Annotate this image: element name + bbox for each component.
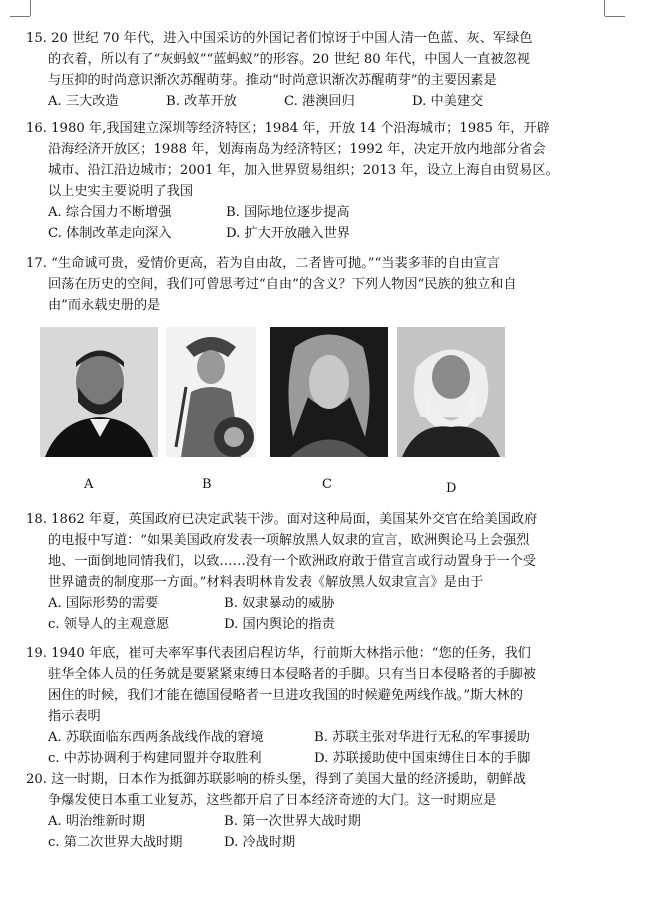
q15-option-b[interactable]: B. 改革开放 [166,94,237,109]
portrait-c[interactable] [270,327,388,457]
question-16 [26,118,626,244]
q18-option-b[interactable]: B. 奴隶暴动的威胁 [224,596,335,611]
q18-option-d[interactable]: D. 国内舆论的指责 [224,617,335,632]
q19-option-c[interactable]: c. 中苏协调利于构建同盟并夺取胜利 [48,751,262,766]
q20-line-1: 20. 这一时期，日本作为抵御苏联影响的桥头堡，得到了美国大量的经济援助，朝鲜战 [26,772,526,787]
q16-options-row-1 [26,202,626,223]
question-15 [26,28,626,112]
q16-option-d[interactable]: D. 扩大开放融入世界 [226,226,350,241]
q16-options-row-2 [26,223,626,244]
q15-option-a[interactable]: A. 三大改造 [48,94,119,109]
crop-mark-right-h [605,16,625,17]
portrait-label-a: A [84,477,94,492]
q18-option-c[interactable]: c. 领导人的主观意愿 [48,617,170,632]
portrait-gallery [40,327,600,497]
q15-line-3: 与压抑的时尚意识渐次苏醒萌芽。推动“时尚意识渐次苏醒萌芽”的主要因素是 [48,73,497,88]
portrait-label-c: C [322,477,332,492]
crop-mark-left-h [10,16,30,17]
q15-option-d[interactable]: D. 中美建交 [412,94,484,109]
q15-line-2: 的衣着，所以有了“灰蚂蚁”“蓝蚂蚁”的形容。20 世纪 80 年代，中国人一直被忽视 [48,52,530,67]
q20-option-c[interactable]: c. 第二次世界大战时期 [48,835,183,850]
q15-options [26,91,626,112]
portrait-b[interactable] [166,327,256,457]
q18-option-a[interactable]: A. 国际形势的需要 [48,596,159,611]
q17-line-3: 由”而永载史册的是 [48,298,161,313]
crop-mark-right [604,0,605,16]
q18-options-row-2 [26,614,626,635]
q19-options-row-1 [26,727,626,748]
q19-line-1: 19. 1940 年底，崔可夫率军事代表团启程访华，行前斯大林指示他：“您的任务，我们 [26,646,531,661]
q18-line-1: 18. 1862 年夏，英国政府已决定武装干涉。面对这种局面，美国某外交官在给美国政府 [26,512,538,527]
q20-option-a[interactable]: A. 明治维新时期 [48,814,146,829]
crop-mark-left [30,0,31,16]
q18-line-2: 的电报中写道：“如果美国政府发表一项解放黑人奴隶的宣言，欧洲舆论马上会强烈 [48,533,530,548]
q16-line-1: 16. 1980 年,我国建立深圳等经济特区；1984 年，开放 14 个沿海城市；1985 年，开辟 [26,121,550,136]
q16-line-2: 沿海经济开放区；1988 年，划海南岛为经济特区；1992 年，决定开放内地部分省会 [48,142,546,157]
q19-line-2: 驻华全体人员的任务就是要紧紧束缚日本侵略者的手脚。只有当日本侵略者的手脚被 [48,667,536,682]
q20-line-2: 争爆发使日本重工业复苏，这些都开启了日本经济奇迹的大门。这一时期应是 [48,793,497,808]
portrait-a[interactable] [40,327,158,457]
question-20 [26,769,626,853]
q19-option-b[interactable]: B. 苏联主张对华进行无私的军事援助 [314,730,530,745]
q18-line-4: 世界谴责的制度那一方面。”材料表明林肯发表《解放黑人奴隶宣言》是由于 [48,575,484,590]
q19-option-a[interactable]: A. 苏联面临东西两条战线作战的窘境 [48,730,264,745]
portrait-label-b: B [202,477,212,492]
q19-line-4: 指示表明 [48,709,101,724]
q19-line-3: 困住的时候，我们才能在德国侵略者一旦进攻我国的时候避免两线作战。”斯大林的 [48,688,523,703]
q16-option-a[interactable]: A. 综合国力不断增强 [48,205,172,220]
q16-line-4: 以上史实主要说明了我国 [48,184,194,199]
q18-line-3: 地、一面倒地同情我们，以致……没有一个欧洲政府敢于借宣言或行动置身于一个受 [48,554,536,569]
q20-option-d[interactable]: D. 冷战时期 [224,835,296,850]
portrait-a-image [40,327,158,457]
q17-line-1: 17. “生命诚可贵，爱情价更高，若为自由故，二者皆可抛。”“当裴多菲的自由宣言 [26,256,500,271]
q20-options-row-2 [26,832,626,853]
portrait-b-image [166,327,256,457]
q16-line-3: 城市、沿江沿边城市；2001 年，加入世界贸易组织；2013 年，设立上海自由贸易区。 [48,163,559,178]
q15-option-c[interactable]: C. 港澳回归 [284,94,355,109]
q16-option-c[interactable]: C. 体制改革走向深入 [48,226,172,241]
portrait-d[interactable] [397,327,505,457]
portrait-c-image [270,327,388,457]
question-18 [26,509,626,635]
portrait-label-d: D [446,481,457,496]
q20-options-row-1 [26,811,626,832]
question-17 [26,253,626,316]
q19-options-row-2 [26,748,626,769]
q19-option-d[interactable]: D. 苏联援助使中国束缚住日本的手脚 [314,751,531,766]
portrait-d-image [397,327,505,457]
q18-options-row-1 [26,593,626,614]
q16-option-b[interactable]: B. 国际地位逐步提高 [226,205,350,220]
question-19 [26,643,626,769]
q17-line-2: 回荡在历史的空间，我们可曾思考过“自由”的含义？下列人物因“民族的独立和自 [48,277,517,292]
q15-line-1: 15. 20 世纪 70 年代，进入中国采访的外国记者们惊讶于中国人清一色蓝、灰、军绿色 [26,31,533,46]
q20-option-b[interactable]: B. 第一次世界大战时期 [224,814,361,829]
